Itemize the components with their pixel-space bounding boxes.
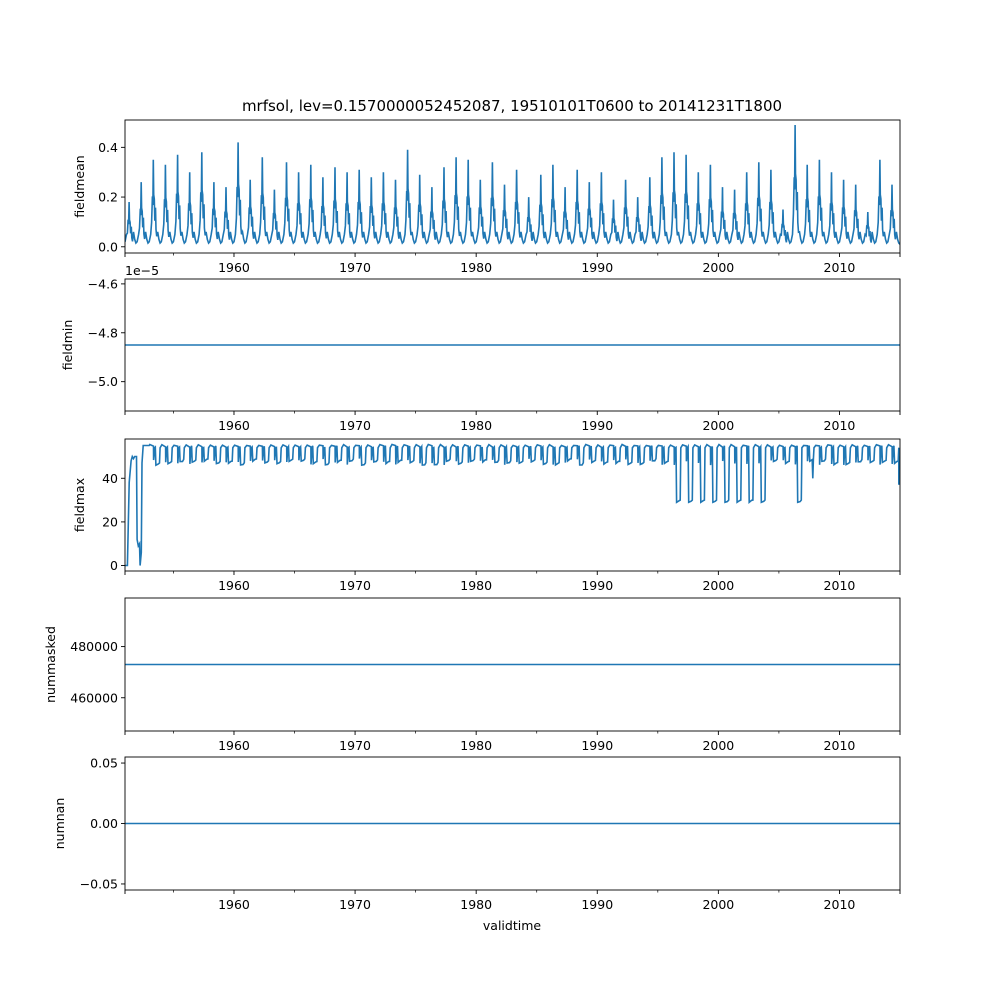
series-line-fieldmean	[125, 125, 900, 244]
x-tick-label: 1970	[339, 897, 371, 912]
figure-title: mrfsol, lev=0.1570000052452087, 19510101T0600 to 20141231T1800	[241, 97, 783, 115]
y-offset-label: 1e−5	[125, 263, 160, 278]
x-tick-label: 2000	[702, 578, 735, 593]
x-tick-label: 1970	[339, 578, 371, 593]
x-tick-label: 1990	[581, 418, 614, 433]
x-tick-label: 1980	[460, 260, 493, 275]
y-tick-label: 0.00	[90, 816, 118, 831]
x-tick-label: 2010	[823, 418, 856, 433]
y-tick-label: 20	[102, 514, 118, 530]
y-tick-label: −5.0	[87, 374, 118, 390]
x-tick-label: 1990	[581, 897, 614, 912]
x-tick-label: 2000	[702, 738, 735, 753]
chart-panel-fieldmean	[72, 120, 900, 275]
y-tick-label: 0.05	[90, 755, 118, 771]
x-tick-label: 1960	[218, 418, 250, 433]
x-tick-label: 1980	[460, 897, 493, 912]
x-tick-label: 1990	[581, 738, 614, 753]
chart-panel-nummasked	[43, 598, 900, 753]
x-tick-label: 2010	[823, 578, 856, 593]
x-tick-label: 1960	[218, 260, 250, 275]
y-tick-label: 0.0	[98, 239, 118, 255]
y-tick-label: −4.6	[87, 276, 118, 292]
x-tick-label: 1960	[218, 897, 250, 912]
y-tick-label: 0.4	[98, 139, 118, 155]
y-axis-label: fieldmean	[72, 155, 87, 218]
x-tick-label: 1990	[581, 260, 614, 275]
x-tick-label: 2010	[823, 738, 856, 753]
x-tick-label: 1970	[339, 418, 371, 433]
y-tick-label: −0.05	[79, 876, 118, 892]
series-line-fieldmax	[125, 445, 900, 566]
x-axis-label: validtime	[482, 918, 542, 933]
x-tick-label: 1960	[218, 738, 250, 753]
chart-panel-numnan	[52, 756, 900, 912]
x-tick-label: 2010	[823, 897, 856, 912]
chart-panel-fieldmin	[60, 263, 900, 433]
y-tick-label: 40	[102, 470, 118, 486]
x-tick-label: 2000	[702, 260, 735, 275]
y-tick-label: 480000	[70, 639, 118, 655]
y-tick-label: −4.8	[87, 325, 118, 341]
y-tick-label: 0.2	[98, 189, 118, 205]
x-tick-label: 2000	[702, 897, 735, 912]
x-tick-label: 1990	[581, 578, 614, 593]
panels	[43, 120, 900, 912]
y-axis-label: nummasked	[43, 626, 58, 703]
x-tick-label: 2000	[702, 418, 735, 433]
x-tick-label: 1970	[339, 738, 371, 753]
chart-panel-fieldmax	[72, 439, 900, 593]
y-tick-label: 460000	[70, 690, 118, 706]
x-tick-label: 2010	[823, 260, 856, 275]
y-tick-label: 0	[110, 558, 118, 574]
x-tick-label: 1980	[460, 738, 493, 753]
y-axis-label: fieldmin	[60, 319, 75, 371]
x-tick-label: 1960	[218, 578, 250, 593]
y-axis-label: numnan	[52, 797, 67, 850]
y-axis-label: fieldmax	[72, 477, 87, 533]
x-tick-label: 1980	[460, 418, 493, 433]
x-tick-label: 1970	[339, 260, 371, 275]
x-tick-label: 1980	[460, 578, 493, 593]
